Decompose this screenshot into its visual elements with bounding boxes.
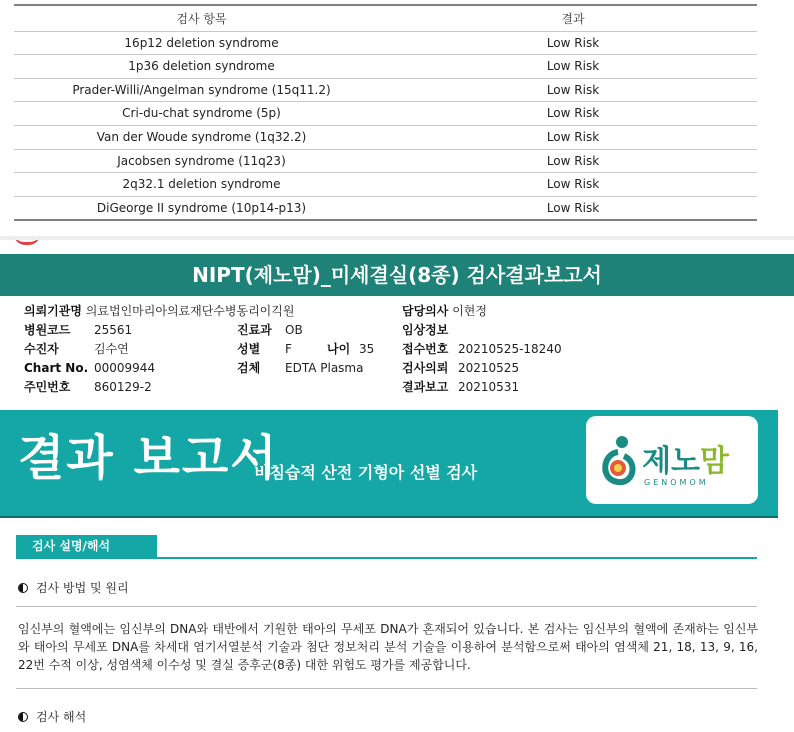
age-value: 35: [359, 342, 375, 356]
specimen-label: 검체: [237, 361, 261, 375]
risk-table: [14, 4, 757, 221]
report-date-label: 결과보고: [402, 380, 449, 394]
half-circle-bullet-icon: [18, 712, 28, 722]
sex-label: 성별: [237, 342, 261, 356]
hospital-code-label: 병원코드: [24, 323, 71, 337]
banner-title: 결과 보고서: [18, 430, 279, 486]
table-row: [14, 55, 757, 79]
dept-label: 진료과: [237, 323, 272, 337]
row-item: Van der Woude syndrome (1q32.2): [96, 129, 307, 144]
request-value: 20210525: [458, 361, 520, 375]
row-result: Low Risk: [546, 200, 600, 215]
patient-value: 김수연: [94, 342, 129, 356]
row-result: Low Risk: [546, 82, 600, 97]
logo-ko-accent: 맘: [699, 444, 729, 479]
half-circle-bullet-icon: [18, 583, 28, 593]
method-heading: [18, 579, 129, 596]
interpret-heading-text: 검사 해석: [36, 710, 87, 724]
table-row: [14, 197, 757, 220]
row-item: 2q32.1 deletion syndrome: [122, 177, 281, 192]
result-banner: [0, 410, 778, 516]
clinical-label: 임상정보: [402, 323, 449, 337]
table-row: [14, 150, 757, 174]
row-item: DiGeorge II syndrome (10p14-p13): [96, 200, 307, 215]
header-item: 검사 항목: [176, 12, 227, 26]
row-item: 1p36 deletion syndrome: [128, 59, 275, 74]
header-result: 결과: [561, 12, 585, 26]
receipt-value: 20210525-18240: [458, 342, 562, 356]
id-label: 주민번호: [24, 380, 71, 394]
grey-strip: [0, 236, 794, 240]
row-item: 16p12 deletion syndrome: [124, 35, 279, 50]
method-paragraph: 임신부의 혈액에는 임신부의 DNA와 태반에서 기원한 태아의 무세포 DNA가 혼재되어 있습니다. 본 검사는 임신부의 혈액에 존재하는 임신부와 태아의 무세포 DNA를 차세대 염기서열분석 기술과 첨단 정보처리 분석 기술을 이용하여 분석함으로써 태아의 염색체 21, 18, 13, 9, 16, 22번 수적 이상, 성염색체 이수성 및 결실 증후군(8종) 대한 위험도 평가를 제공합니다.: [18, 622, 758, 672]
section-tab: 검사 설명/해석: [16, 535, 157, 557]
table-row: [14, 102, 757, 126]
info-col-right: [402, 304, 562, 399]
genomom-emblem-icon: [598, 432, 638, 486]
row-result: Low Risk: [546, 177, 600, 192]
request-label: 검사의뢰: [402, 361, 449, 375]
specimen-value: EDTA Plasma: [285, 361, 364, 375]
row-result: Low Risk: [546, 35, 600, 50]
institution-label: 의뢰기관명: [24, 304, 82, 318]
row-item: Cri-du-chat syndrome (5p): [122, 106, 281, 121]
genomom-logo: [586, 416, 758, 504]
info-col-mid: [237, 323, 374, 380]
table-row: [14, 79, 757, 103]
section-rule: [16, 557, 757, 559]
paragraph-rule: [16, 688, 757, 689]
banner-subtitle: 비침습적 산전 기형아 선별 검사: [254, 463, 478, 482]
banner-bottom-rule: [0, 516, 778, 518]
page-cut: [0, 236, 794, 254]
table-row: [14, 173, 757, 197]
hospital-code-value: 25561: [94, 323, 133, 337]
row-item: Jacobsen syndrome (11q23): [117, 153, 286, 168]
table-header-row: [14, 8, 757, 32]
logo-english: GENOMOM: [644, 478, 709, 487]
dept-value: OB: [285, 323, 303, 337]
logo-korean: [642, 436, 729, 480]
row-item: Prader-Willi/Angelman syndrome (15q11.2): [72, 82, 331, 97]
table-row: [14, 32, 757, 56]
report-date-value: 20210531: [458, 380, 520, 394]
method-rule: [16, 606, 757, 607]
sex-value: F: [285, 342, 292, 356]
doctor-label: 담당의사: [402, 304, 449, 318]
table-row: [14, 126, 757, 150]
receipt-label: 접수번호: [402, 342, 449, 356]
table-bottom-rule: [14, 219, 757, 221]
chart-value: 00009944: [94, 361, 156, 375]
id-value: 860129-2: [94, 380, 152, 394]
age-label: 나이: [327, 342, 351, 356]
doctor-value: 이현정: [452, 304, 487, 318]
nipt-title-bar: NIPT(제노맘)_미세결실(8종) 검사결과보고서: [0, 254, 794, 296]
institution-value: 의료법인마리아의료재단수병동리이긱원: [85, 304, 295, 318]
logo-ko-main: 제노: [642, 444, 700, 479]
chart-label: Chart No.: [24, 361, 89, 375]
row-result: Low Risk: [546, 106, 600, 121]
interpret-heading: [18, 708, 86, 725]
row-result: Low Risk: [546, 153, 600, 168]
row-result: Low Risk: [546, 129, 600, 144]
row-result: Low Risk: [546, 59, 600, 74]
table-top-rule: [14, 4, 757, 6]
method-heading-text: 검사 방법 및 원리: [36, 581, 129, 595]
patient-label: 수진자: [24, 342, 59, 356]
